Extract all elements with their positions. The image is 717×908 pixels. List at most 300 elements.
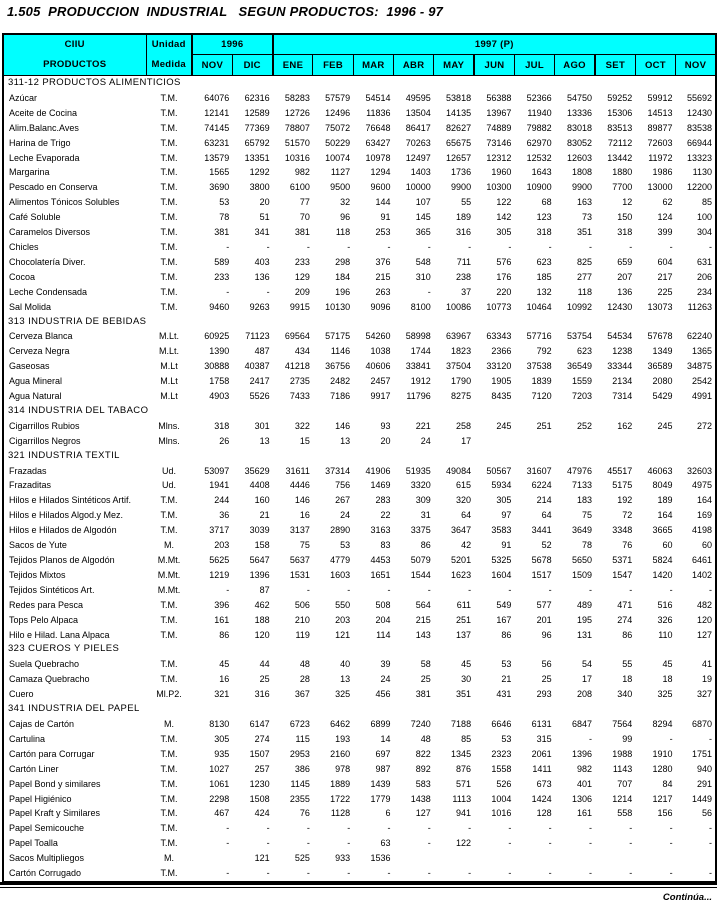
value-cell: 118: [313, 225, 353, 240]
value-cell: 1823: [434, 344, 474, 359]
value-cell: 1292: [232, 165, 272, 180]
unit-cell: M.: [146, 851, 192, 866]
value-cell: 41: [676, 657, 716, 672]
value-cell: 756: [313, 478, 353, 493]
value-cell: 16: [273, 508, 313, 523]
value-cell: 5526: [232, 389, 272, 404]
value-cell: 381: [273, 225, 313, 240]
value-cell: 66944: [676, 136, 716, 151]
product-row: [3, 389, 716, 404]
product-row: [3, 583, 716, 598]
value-cell: 4453: [353, 553, 393, 568]
value-cell: 8275: [434, 389, 474, 404]
unit-cell: T.M.: [146, 121, 192, 136]
value-cell: 63967: [434, 329, 474, 344]
value-cell: 10900: [514, 180, 554, 195]
product-name-cell: Alim.Balanc.Aves: [3, 121, 146, 136]
header-month-jul: JUL: [514, 55, 554, 76]
value-cell: 2134: [595, 374, 635, 389]
header-unidad-label: Unidad: [151, 39, 186, 50]
value-cell: 940: [676, 762, 716, 777]
unit-cell: T.M.: [146, 255, 192, 270]
value-cell: 7203: [555, 389, 595, 404]
value-cell: 2366: [474, 344, 514, 359]
value-cell: -: [353, 240, 393, 255]
value-cell: 611: [434, 598, 474, 613]
value-cell: 381: [192, 225, 232, 240]
value-cell: 87: [232, 583, 272, 598]
value-cell: 401: [555, 777, 595, 792]
value-cell: 1558: [474, 762, 514, 777]
product-row: [3, 672, 716, 687]
value-cell: 3348: [595, 523, 635, 538]
value-cell: -: [434, 583, 474, 598]
value-cell: -: [232, 866, 272, 882]
value-cell: 161: [192, 613, 232, 628]
value-cell: 263: [353, 285, 393, 300]
value-cell: 18: [635, 672, 675, 687]
value-cell: 234: [676, 285, 716, 300]
value-cell: 1744: [393, 344, 433, 359]
value-cell: -: [232, 285, 272, 300]
value-cell: 131: [555, 628, 595, 643]
value-cell: 558: [595, 806, 635, 821]
product-row: [3, 106, 716, 121]
value-cell: 6100: [273, 180, 313, 195]
value-cell: 214: [514, 493, 554, 508]
value-cell: 1536: [353, 851, 393, 866]
section-header-row: [3, 642, 716, 657]
value-cell: 1565: [192, 165, 232, 180]
value-cell: 33120: [474, 359, 514, 374]
value-cell: 304: [676, 225, 716, 240]
value-cell: 76: [595, 538, 635, 553]
value-cell: 6: [353, 806, 393, 821]
value-cell: 1722: [313, 792, 353, 807]
value-cell: 9900: [434, 180, 474, 195]
product-name-cell: Hilos e Hilados Sintéticos Artif.: [3, 493, 146, 508]
value-cell: 309: [393, 493, 433, 508]
value-cell: 63343: [474, 329, 514, 344]
value-cell: 2417: [232, 374, 272, 389]
value-cell: 12496: [313, 106, 353, 121]
unit-cell: M.: [146, 538, 192, 553]
value-cell: 3375: [393, 523, 433, 538]
product-row: [3, 240, 716, 255]
header-month-dic96: DIC: [232, 55, 272, 76]
product-row: [3, 866, 716, 882]
value-cell: 351: [555, 225, 595, 240]
value-cell: 982: [555, 762, 595, 777]
value-cell: 1230: [232, 777, 272, 792]
value-cell: -: [595, 583, 635, 598]
product-name-cell: Cajas de Cartón: [3, 717, 146, 732]
unit-cell: T.M.: [146, 165, 192, 180]
value-cell: 19: [676, 672, 716, 687]
value-cell: 711: [434, 255, 474, 270]
header-year-1996: 1996: [192, 34, 273, 55]
value-cell: 69564: [273, 329, 313, 344]
value-cell: -: [676, 732, 716, 747]
value-cell: 83: [353, 538, 393, 553]
value-cell: 13073: [635, 300, 675, 315]
value-cell: -: [474, 836, 514, 851]
value-cell: 365: [393, 225, 433, 240]
value-cell: 4903: [192, 389, 232, 404]
value-cell: 305: [474, 493, 514, 508]
value-cell: 571: [434, 777, 474, 792]
product-name-cell: Suela Quebracho: [3, 657, 146, 672]
header-month-oct: OCT: [635, 55, 675, 76]
value-cell: 196: [313, 285, 353, 300]
production-table: [2, 33, 717, 883]
value-cell: 31611: [273, 464, 313, 479]
header-month-ene: ENE: [273, 55, 313, 76]
value-cell: 14513: [635, 106, 675, 121]
value-cell: -: [595, 240, 635, 255]
value-cell: 14135: [434, 106, 474, 121]
value-cell: 53: [474, 657, 514, 672]
product-row: [3, 762, 716, 777]
product-row: [3, 419, 716, 434]
value-cell: 1214: [595, 792, 635, 807]
value-cell: 697: [353, 747, 393, 762]
value-cell: 13967: [474, 106, 514, 121]
value-cell: 577: [514, 598, 554, 613]
value-cell: 4991: [676, 389, 716, 404]
value-cell: 3665: [635, 523, 675, 538]
value-cell: 7188: [434, 717, 474, 732]
value-cell: 321: [192, 687, 232, 702]
value-cell: 1365: [676, 344, 716, 359]
product-name-cell: Cerveza Blanca: [3, 329, 146, 344]
value-cell: 59912: [635, 91, 675, 106]
value-cell: 56: [514, 657, 554, 672]
value-cell: 91: [474, 538, 514, 553]
value-cell: 204: [353, 613, 393, 628]
product-row: [3, 821, 716, 836]
section-title: 321 INDUSTRIA TEXTIL: [3, 449, 716, 464]
value-cell: 60: [676, 538, 716, 553]
value-cell: -: [393, 866, 433, 882]
value-cell: 274: [595, 613, 635, 628]
value-cell: 56388: [474, 91, 514, 106]
product-row: [3, 285, 716, 300]
value-cell: 58283: [273, 91, 313, 106]
value-cell: 193: [313, 732, 353, 747]
value-cell: 1449: [676, 792, 716, 807]
value-cell: 62316: [232, 91, 272, 106]
header-ciiu-label: CIIU: [64, 39, 85, 50]
value-cell: -: [555, 240, 595, 255]
product-row: [3, 344, 716, 359]
header-unidad-medida-cell: [146, 34, 192, 76]
header-month-nov97: NOV: [676, 55, 716, 76]
value-cell: 86: [393, 538, 433, 553]
value-cell: -: [232, 240, 272, 255]
header-month-nov96: NOV: [192, 55, 232, 76]
value-cell: -: [635, 821, 675, 836]
value-cell: -: [192, 821, 232, 836]
value-cell: 1217: [635, 792, 675, 807]
value-cell: 59252: [595, 91, 635, 106]
value-cell: 31: [393, 508, 433, 523]
value-cell: 45517: [595, 464, 635, 479]
product-name-cell: Sal Molida: [3, 300, 146, 315]
value-cell: 6646: [474, 717, 514, 732]
value-cell: 37504: [434, 359, 474, 374]
value-cell: 120: [232, 628, 272, 643]
value-cell: -: [273, 866, 313, 882]
value-cell: 46063: [635, 464, 675, 479]
value-cell: 11796: [393, 389, 433, 404]
value-cell: 12657: [434, 151, 474, 166]
value-cell: 5201: [434, 553, 474, 568]
value-cell: 822: [393, 747, 433, 762]
value-cell: 41906: [353, 464, 393, 479]
value-cell: 982: [273, 165, 313, 180]
value-cell: 20: [353, 434, 393, 449]
value-cell: 49595: [393, 91, 433, 106]
value-cell: 8435: [474, 389, 514, 404]
value-cell: 13: [313, 434, 353, 449]
value-cell: 124: [635, 210, 675, 225]
value-cell: 60: [635, 538, 675, 553]
value-cell: 1061: [192, 777, 232, 792]
value-cell: 115: [273, 732, 313, 747]
value-cell: 2542: [676, 374, 716, 389]
value-cell: 77: [273, 195, 313, 210]
value-cell: 9600: [353, 180, 393, 195]
value-cell: 6462: [313, 717, 353, 732]
value-cell: -: [514, 583, 554, 598]
value-cell: 144: [353, 195, 393, 210]
value-cell: 376: [353, 255, 393, 270]
value-cell: 9096: [353, 300, 393, 315]
value-cell: -: [434, 240, 474, 255]
unit-cell: M.Mt.: [146, 583, 192, 598]
value-cell: 2080: [635, 374, 675, 389]
product-name-cell: Alimentos Tónicos Solubles: [3, 195, 146, 210]
value-cell: 283: [353, 493, 393, 508]
value-cell: -: [676, 821, 716, 836]
value-cell: 32: [313, 195, 353, 210]
value-cell: 1411: [514, 762, 554, 777]
value-cell: 40387: [232, 359, 272, 374]
table-header: [3, 34, 716, 76]
value-cell: -: [635, 836, 675, 851]
value-cell: 68: [514, 195, 554, 210]
product-row: [3, 792, 716, 807]
value-cell: 1623: [434, 568, 474, 583]
value-cell: 4446: [273, 478, 313, 493]
product-name-cell: Cartón Liner: [3, 762, 146, 777]
value-cell: 188: [232, 613, 272, 628]
value-cell: 206: [676, 270, 716, 285]
section-header-row: [3, 404, 716, 419]
value-cell: 482: [676, 598, 716, 613]
value-cell: 4975: [676, 478, 716, 493]
value-cell: -: [232, 836, 272, 851]
value-cell: 1508: [232, 792, 272, 807]
product-name-cell: Chocolatería Diver.: [3, 255, 146, 270]
unit-cell: T.M.: [146, 792, 192, 807]
value-cell: 25: [393, 672, 433, 687]
value-cell: 1531: [273, 568, 313, 583]
value-cell: 54750: [555, 91, 595, 106]
value-cell: 5371: [595, 553, 635, 568]
value-cell: 631: [676, 255, 716, 270]
value-cell: 54260: [353, 329, 393, 344]
value-cell: -: [192, 240, 232, 255]
value-cell: [676, 434, 716, 449]
value-cell: 305: [192, 732, 232, 747]
value-cell: 1960: [474, 165, 514, 180]
value-cell: 318: [192, 419, 232, 434]
value-cell: 341: [232, 225, 272, 240]
unit-cell: M.Mt.: [146, 553, 192, 568]
value-cell: 487: [232, 344, 272, 359]
value-cell: 51: [232, 210, 272, 225]
value-cell: 54514: [353, 91, 393, 106]
value-cell: 13442: [595, 151, 635, 166]
unit-cell: T.M.: [146, 628, 192, 643]
unit-cell: Ml.P2.: [146, 687, 192, 702]
value-cell: 6899: [353, 717, 393, 732]
value-cell: 209: [273, 285, 313, 300]
value-cell: [635, 434, 675, 449]
value-cell: 340: [595, 687, 635, 702]
value-cell: 291: [676, 777, 716, 792]
value-cell: 137: [434, 628, 474, 643]
value-cell: 62: [635, 195, 675, 210]
value-cell: 122: [434, 836, 474, 851]
product-name-cell: Tops Pelo Alpaca: [3, 613, 146, 628]
value-cell: [514, 851, 554, 866]
value-cell: 5678: [514, 553, 554, 568]
value-cell: -: [192, 583, 232, 598]
value-cell: 825: [555, 255, 595, 270]
value-cell: 3137: [273, 523, 313, 538]
value-cell: 258: [434, 419, 474, 434]
value-cell: 75072: [313, 121, 353, 136]
value-cell: 45: [192, 657, 232, 672]
value-cell: 64: [514, 508, 554, 523]
value-cell: 9900: [555, 180, 595, 195]
value-cell: 86: [192, 628, 232, 643]
unit-cell: T.M.: [146, 136, 192, 151]
product-row: [3, 464, 716, 479]
value-cell: 73146: [474, 136, 514, 151]
value-cell: 7240: [393, 717, 433, 732]
product-name-cell: Sacos de Yute: [3, 538, 146, 553]
value-cell: 5934: [474, 478, 514, 493]
value-cell: 65675: [434, 136, 474, 151]
unit-cell: T.M.: [146, 598, 192, 613]
value-cell: 403: [232, 255, 272, 270]
value-cell: 73: [555, 210, 595, 225]
product-row: [3, 687, 716, 702]
value-cell: -: [676, 866, 716, 882]
product-name-cell: Papel Bond y similares: [3, 777, 146, 792]
value-cell: 136: [595, 285, 635, 300]
value-cell: 3583: [474, 523, 514, 538]
value-cell: 548: [393, 255, 433, 270]
unit-cell: T.M.: [146, 747, 192, 762]
value-cell: 45: [434, 657, 474, 672]
value-cell: 12532: [514, 151, 554, 166]
value-cell: 195: [555, 613, 595, 628]
value-cell: -: [514, 240, 554, 255]
value-cell: 24: [313, 508, 353, 523]
value-cell: 7133: [555, 478, 595, 493]
value-cell: 75: [555, 508, 595, 523]
value-cell: -: [393, 240, 433, 255]
product-name-cell: Hilo e Hilad. Lana Alpaca: [3, 628, 146, 643]
value-cell: 8100: [393, 300, 433, 315]
unit-cell: T.M.: [146, 672, 192, 687]
product-name-cell: Pescado en Conserva: [3, 180, 146, 195]
value-cell: 251: [514, 419, 554, 434]
value-cell: 305: [474, 225, 514, 240]
value-cell: 1736: [434, 165, 474, 180]
value-cell: 5647: [232, 553, 272, 568]
value-cell: 33344: [595, 359, 635, 374]
value-cell: [474, 434, 514, 449]
value-cell: 367: [273, 687, 313, 702]
value-cell: 164: [676, 493, 716, 508]
value-cell: 71123: [232, 329, 272, 344]
value-cell: 74889: [474, 121, 514, 136]
product-name-cell: Tejidos Sintéticos Art.: [3, 583, 146, 598]
value-cell: 9263: [232, 300, 272, 315]
value-cell: 143: [393, 628, 433, 643]
value-cell: 1889: [313, 777, 353, 792]
value-cell: 132: [514, 285, 554, 300]
value-cell: 72603: [635, 136, 675, 151]
value-cell: -: [192, 285, 232, 300]
value-cell: 36589: [635, 359, 675, 374]
value-cell: 54: [555, 657, 595, 672]
unit-cell: T.M.: [146, 285, 192, 300]
value-cell: 70: [273, 210, 313, 225]
value-cell: 121: [232, 851, 272, 866]
product-name-cell: Harina de Trigo: [3, 136, 146, 151]
product-name-cell: Cuero: [3, 687, 146, 702]
value-cell: 30888: [192, 359, 232, 374]
value-cell: 1424: [514, 792, 554, 807]
product-row: [3, 747, 716, 762]
value-cell: 2160: [313, 747, 353, 762]
product-row: [3, 493, 716, 508]
unit-cell: T.M.: [146, 493, 192, 508]
unit-cell: T.M.: [146, 523, 192, 538]
unit-cell: T.M.: [146, 508, 192, 523]
value-cell: -: [353, 821, 393, 836]
product-name-cell: Chicles: [3, 240, 146, 255]
value-cell: 2061: [514, 747, 554, 762]
unit-cell: T.M.: [146, 270, 192, 285]
value-cell: 1988: [595, 747, 635, 762]
product-row: [3, 165, 716, 180]
value-cell: 301: [232, 419, 272, 434]
value-cell: 245: [474, 419, 514, 434]
value-cell: 57716: [514, 329, 554, 344]
value-cell: 51570: [273, 136, 313, 151]
value-cell: 118: [555, 285, 595, 300]
value-cell: 48: [273, 657, 313, 672]
value-cell: 1146: [313, 344, 353, 359]
